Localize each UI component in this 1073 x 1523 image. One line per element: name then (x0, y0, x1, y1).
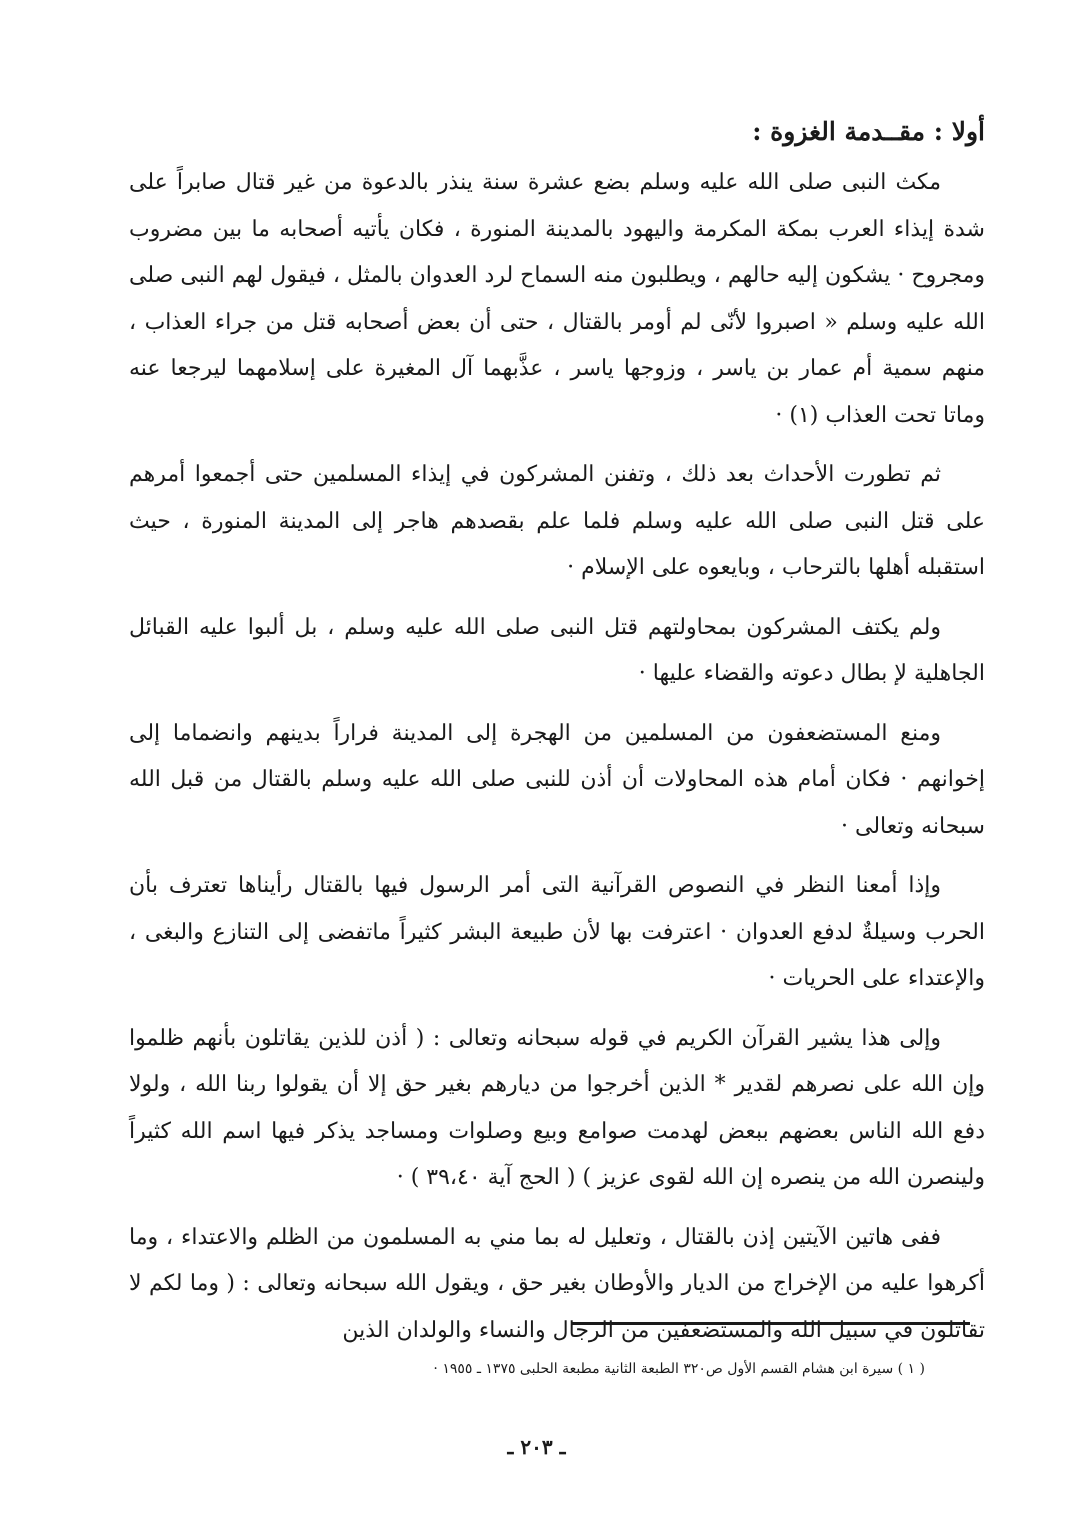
paragraph: ففى هاتين الآيتين إذن بالقتال ، وتعليل له بما مني به المسلمون من الظلم والاعتداء ، وما أكرهوا عليه من الإخراج من الديار والأوطان بغير حق ، ويقول الله سبحانه وتعالى : ( وما لكم لا تقاتلون في سبيل الله والمستضعفين من الرجال والنساء والولدان الذين (129, 1224, 985, 1343)
paragraph: مكث النبى صلى الله عليه وسلم بضع عشرة سنة ينذر بالدعوة من غير قتال صابراً على شدة إيذاء العرب بمكة المكرمة واليهود بالمدينة المنورة ، فكان يأتيه أصحابه ما بين مضروب ومجروح · يشكون إليه حالهم ، ويطلبون منه السماح لرد العدوان بالمثل ، فيقول لهم النبى صلى الله عليه وسلم « اصبروا لأنّى لم أومر بالقتال ، حتى أن بعض أصحابه قتل من جراء العذاب ، منهم سمية أم عمار بن ياسر ، وزوجها ياسر ، عذَّبهما آل المغيرة على إسلامهما ليرجعا عنه وماتا تحت العذاب (١) · (129, 170, 985, 428)
section-heading: أولا : مقــدمة الغزوة : (752, 117, 985, 146)
paragraph: ولم يكتف المشركون بمحاولتهم قتل النبى صلى الله عليه وسلم ، بل ألبوا عليه القبائل الجاهلية لإ بطال دعوته والقضاء عليها · (129, 614, 985, 686)
paragraph: وإلى هذا يشير القرآن الكريم في قوله سبحانه وتعالى : ( أذن للذين يقاتلون بأنهم ظلموا وإن الله على نصرهم لقدير * الذين أخرجوا من ديارهم بغير حق إلا أن يقولوا ربنا الله ، ولولا دفع الله الناس بعضهم ببعض لهدمت صوامع وبيع وصلوات ومساجد يذكر فيها اسم الله كثيراً ولينصرن الله من ينصره إن الله لقوى عزيز ) ( الحج آية ٣٩،٤٠ ) · (129, 1025, 985, 1190)
paragraph: ثم تطورت الأحداث بعد ذلك ، وتفنن المشركون في إيذاء المسلمين حتى أجمعوا أمرهم على قتل النبى صلى الله عليه وسلم فلما علم بقصدهم هاجر إلى المدينة المنورة ، حيث استقبله أهلها بالترحاب ، وبايعوه على الإسلام · (129, 462, 985, 580)
paragraph: وإذا أمعنا النظر في النصوص القرآنية التى أمر الرسول فيها بالقتال رأيناها تعترف بأن الحرب وسيلةٌ لدفع العدوان · اعترفت بها لأن طبيعة البشر كثيراً ماتفضى إلى التنازع والبغى ، والإعتداء على الحريات · (129, 873, 985, 991)
paragraph: ومنع المستضعفون من المسلمين من الهجرة إلى المدينة فراراً بدينهم وانضماما إلى إخوانهم · فكان أمام هذه المحاولات أن أذن للنبى صلى الله عليه وسلم بالقتال من قبل الله سبحانه وتعالى · (129, 720, 985, 839)
body-text (129, 160, 985, 1367)
footnote-divider (572, 1322, 970, 1325)
footnote: ( ١ ) سيرة ابن هشام القسم الأول ص٣٢٠ الطبعة الثانية مطبعة الحلبى ١٣٧٥ ـ ١٩٥٥ · (433, 1361, 925, 1377)
page-number: ـ ٢٠٣ ـ (507, 1435, 566, 1459)
